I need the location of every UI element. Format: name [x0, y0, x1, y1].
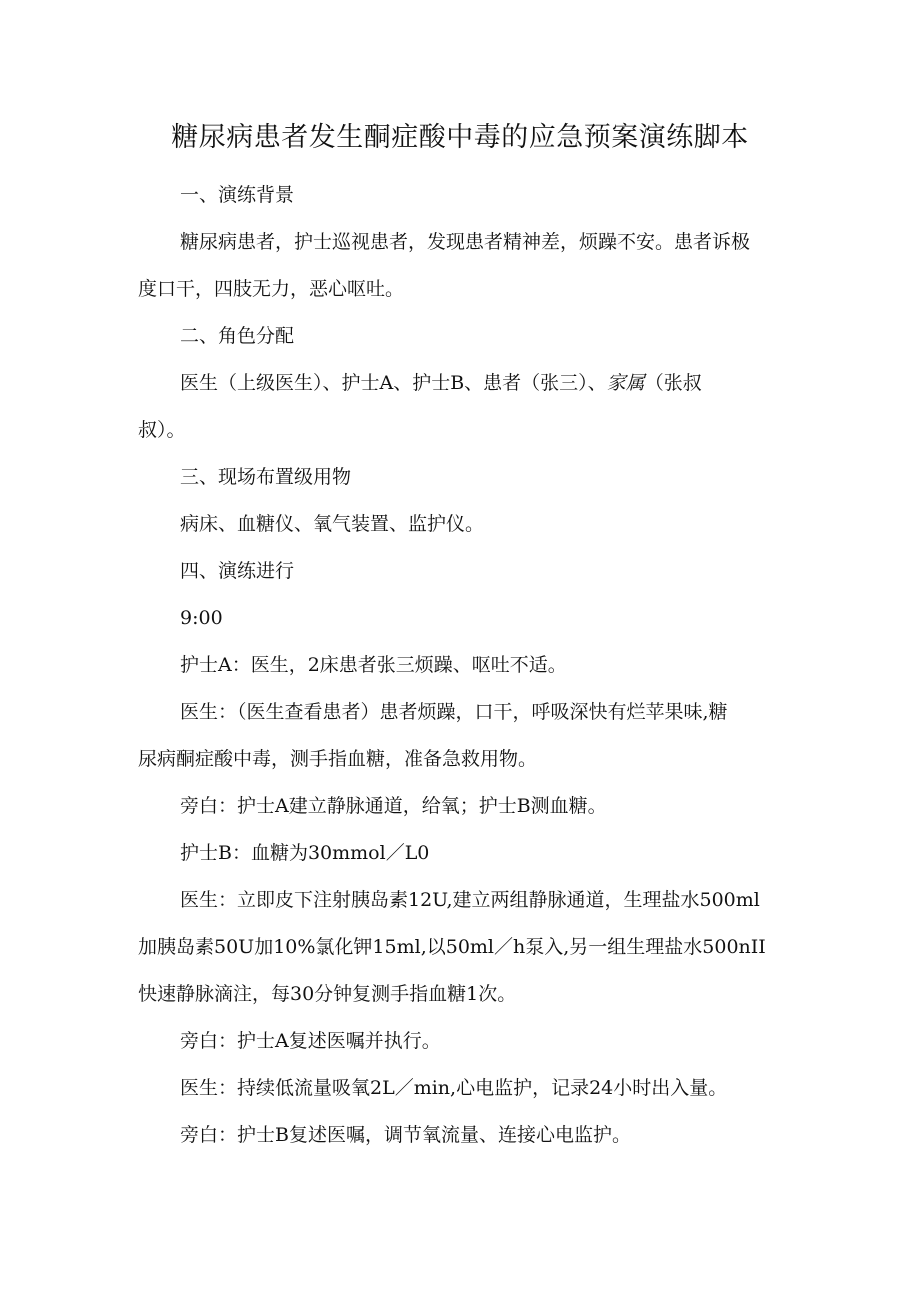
roles-paragraph-line: 叔）。 [138, 419, 186, 441]
document-body [138, 172, 788, 1159]
section-heading-drill: 四、演练进行 [180, 560, 295, 582]
roles-paragraph-line [138, 360, 788, 407]
section-heading-setup: 三、现场布置级用物 [180, 466, 352, 488]
drill-time: 9:00 [180, 607, 223, 629]
drill-line: 加胰岛素50U加10%氯化钾15ml,以50ml／h泵入,另一组生理盐水500nII [138, 936, 766, 958]
drill-line: 快速静脉滴注，每30分钟复测手指血糖1次。 [138, 983, 517, 1005]
drill-line: 医生：立即皮下注射胰岛素12U,建立两组静脉通道，生理盐水500ml [180, 889, 760, 911]
drill-line: 医生：（医生查看患者）患者烦躁，口干，呼吸深快有烂苹果味,糖 [180, 701, 728, 723]
roles-family-italic: 家属 [606, 372, 645, 394]
roles-text-end: （张叔 [644, 372, 702, 394]
drill-line: 医生：持续低流量吸氧2L／min,心电监护，记录24小时出入量。 [180, 1077, 728, 1099]
drill-line: 旁白：护士A复述医嘱并执行。 [180, 1030, 441, 1052]
setup-paragraph-line: 病床、血糖仪、氧气装置、监护仪。 [180, 513, 485, 535]
drill-line: 护士B：血糖为30mmol／L0 [180, 842, 430, 864]
roles-text-start: 医生（上级医生）、护士A、护士B、患者（张三）、 [180, 372, 607, 394]
drill-line: 尿病酮症酸中毒，测手指血糖，准备急救用物。 [138, 748, 538, 770]
section-heading-background: 一、演练背景 [180, 184, 295, 206]
background-paragraph-line: 糖尿病患者，护士巡视患者，发现患者精神差，烦躁不安。患者诉极 [180, 231, 751, 253]
section-heading-roles: 二、角色分配 [180, 325, 295, 347]
drill-line: 旁白：护士A建立静脉通道，给氧；护士B测血糖。 [180, 795, 607, 817]
drill-line: 护士A：医生，2床患者张三烦躁、呕吐不适。 [180, 654, 567, 676]
background-paragraph-line: 度口干，四肢无力，恶心呕吐。 [138, 278, 405, 300]
drill-line: 旁白：护士B复述医嘱，调节氧流量、连接心电监护。 [180, 1124, 631, 1146]
document-title: 糖尿病患者发生酮症酸中毒的应急预案演练脚本 [171, 122, 749, 153]
